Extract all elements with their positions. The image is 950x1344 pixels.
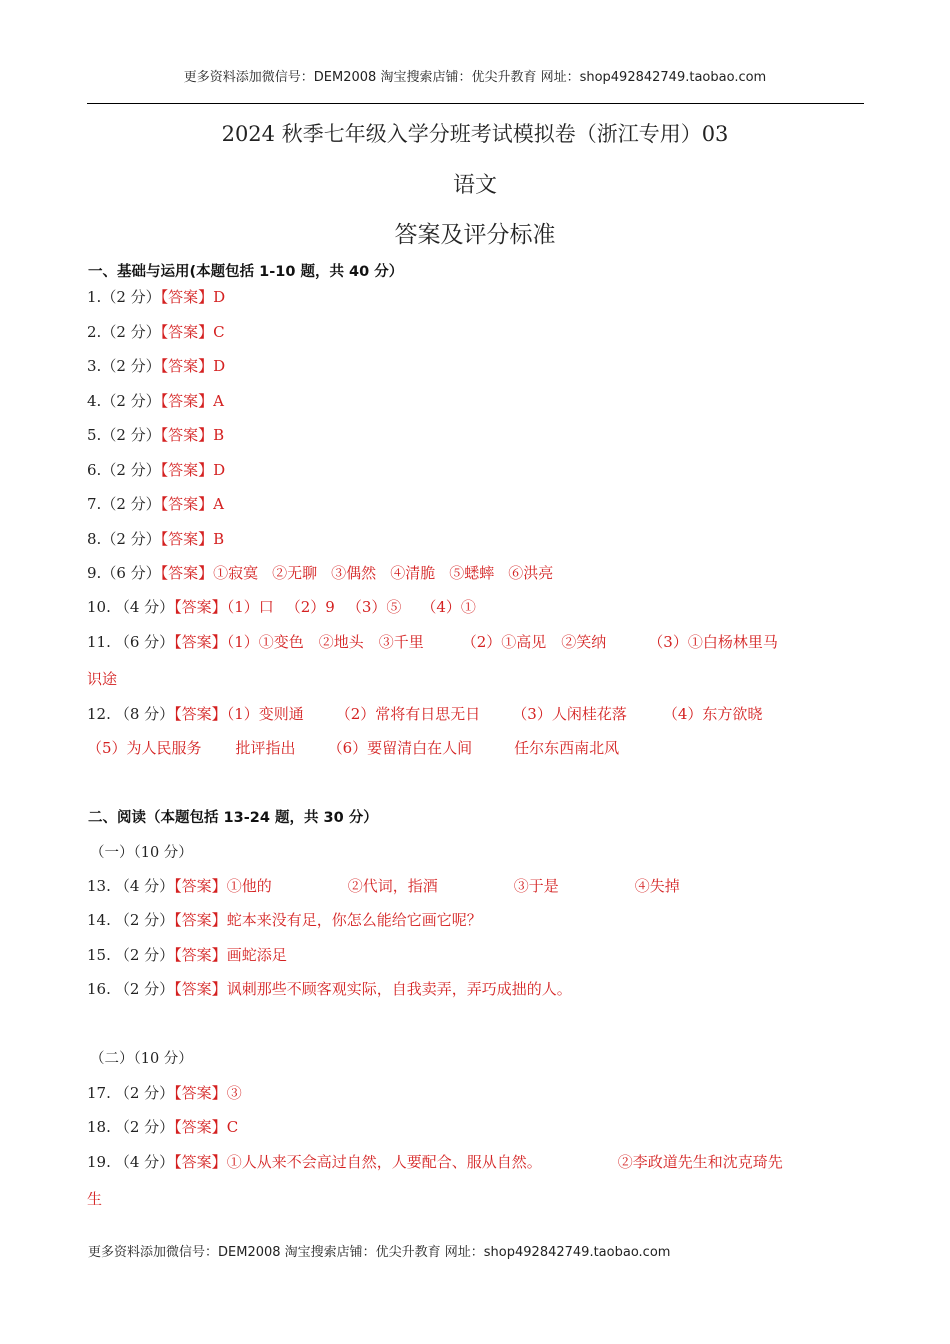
answer-part: （1）口 <box>226 598 274 616</box>
answer-part: 批评指出 <box>235 739 296 757</box>
question-score: （2 分） <box>101 495 161 513</box>
answer-value: B <box>213 530 225 548</box>
answer-part: （3）①白杨林里马 <box>648 633 778 651</box>
answer-label: 【答案】 <box>174 633 227 651</box>
answer-part: ①人从来不会高过自然，人要配合、服从自然。 <box>226 1153 542 1171</box>
question-score: （8 分） <box>114 705 175 723</box>
question-score: （2 分） <box>114 1118 175 1136</box>
page-footer: 更多资料添加微信号：DEM2008 淘宝搜索店铺：优尖升教育 网址：shop492842749.taobao.com <box>88 1245 671 1260</box>
question-number: 17. <box>87 1084 111 1102</box>
answer-value: D <box>213 461 226 479</box>
question-score: （2 分） <box>101 323 161 341</box>
question-score: （6 分） <box>101 564 161 582</box>
question-score: （2 分） <box>101 426 161 444</box>
question-score: （2 分） <box>101 530 161 548</box>
answer-label: 【答案】 <box>174 911 227 929</box>
answer-label: 【答案】 <box>174 598 227 616</box>
answer-label: 【答案】 <box>160 392 214 410</box>
answer-part: （3）人闲桂花落 <box>512 705 627 723</box>
answer-value: B <box>213 426 225 444</box>
question-number: 10. <box>87 598 111 616</box>
question-score: （2 分） <box>101 392 161 410</box>
answer-part: ④失掉 <box>634 877 680 895</box>
answer-value: C <box>226 1118 239 1136</box>
answer-row-18 <box>87 1116 867 1137</box>
answer-part: （4）东方欲晓 <box>662 705 763 723</box>
answer-part: ②李政道先生和沈克琦先 <box>617 1153 783 1171</box>
question-score: （2 分） <box>101 357 161 375</box>
question-score: （2 分） <box>101 288 161 306</box>
question-number: 9. <box>87 564 102 582</box>
page-header: 更多资料添加微信号：DEM2008 淘宝搜索店铺：优尖升教育 网址：shop492842749.taobao.com <box>183 70 767 85</box>
question-score: （4 分） <box>114 598 175 616</box>
question-number: 18. <box>87 1118 111 1136</box>
answer-label: 【答案】 <box>160 323 214 341</box>
answer-value: D <box>213 357 226 375</box>
question-number: 7. <box>87 495 102 513</box>
answer-value: D <box>213 288 226 306</box>
answer-label: 【答案】 <box>174 980 227 998</box>
question-number: 2. <box>87 323 102 341</box>
question-number: 19. <box>87 1153 111 1171</box>
answer-row-2 <box>87 321 867 342</box>
question-score: （2 分） <box>114 946 175 964</box>
page-title: 2024 秋季七年级入学分班考试模拟卷（浙江专用）03 <box>221 122 729 146</box>
reading-part1-label: （一）（10 分） <box>90 845 193 861</box>
answer-row-9 <box>87 562 867 583</box>
document-title: 答案及评分标准 <box>394 222 556 248</box>
answer-value: A <box>213 392 224 410</box>
answer-label: 【答案】 <box>160 564 214 582</box>
answer-value: 蛇本来没有足，你怎么能给它画它呢？ <box>226 911 482 929</box>
answer-row-11-cont <box>87 668 867 689</box>
question-number: 3. <box>87 357 102 375</box>
answer-continuation: 生 <box>87 1190 103 1208</box>
reading-part2-label: （二）（10 分） <box>90 1051 193 1067</box>
answer-row-11 <box>87 631 867 652</box>
question-number: 13. <box>87 877 111 895</box>
question-number: 4. <box>87 392 102 410</box>
answer-row-8 <box>87 528 867 549</box>
question-number: 14. <box>87 911 111 929</box>
answer-row-19 <box>87 1151 867 1172</box>
answer-part: （1）变则通 <box>226 705 304 723</box>
question-number: 12. <box>87 705 111 723</box>
answer-row-15 <box>87 944 867 965</box>
answer-part: （2）9 <box>285 598 335 616</box>
question-number: 6. <box>87 461 102 479</box>
answer-row-6 <box>87 459 867 480</box>
question-score: （2 分） <box>114 1084 175 1102</box>
subject-title: 语文 <box>452 173 497 198</box>
answer-part: ③偶然 <box>331 564 377 582</box>
answer-row-19-cont <box>87 1188 867 1209</box>
section1-heading: 一、基础与运用(本题包括 1-10 题，共 40 分） <box>88 264 404 280</box>
answer-row-12-cont <box>87 737 867 758</box>
answer-part: （6）要留清白在人间 <box>327 739 473 757</box>
answer-row-16 <box>87 978 867 999</box>
answer-label: 【答案】 <box>160 357 214 375</box>
answer-part: （4）① <box>421 598 476 616</box>
question-score: （2 分） <box>114 911 175 929</box>
question-score: （2 分） <box>114 980 175 998</box>
answer-part: ⑤蟋蟀 <box>449 564 495 582</box>
header-rule <box>87 103 864 104</box>
answer-part: ①寂寞 <box>213 564 259 582</box>
answer-part: ①他的 <box>226 877 272 895</box>
answer-value: ③ <box>226 1084 242 1102</box>
answer-row-10 <box>87 596 867 617</box>
question-number: 5. <box>87 426 102 444</box>
answer-row-5 <box>87 424 867 445</box>
answer-value: A <box>213 495 224 513</box>
answer-value: 画蛇添足 <box>226 946 287 964</box>
answer-label: 【答案】 <box>160 461 214 479</box>
question-number: 15. <box>87 946 111 964</box>
answer-part: ②无聊 <box>272 564 318 582</box>
answer-label: 【答案】 <box>174 946 227 964</box>
answer-row-17 <box>87 1082 867 1103</box>
answer-label: 【答案】 <box>174 877 227 895</box>
answer-row-7 <box>87 493 867 514</box>
answer-label: 【答案】 <box>160 495 214 513</box>
answer-value: 讽刺那些不顾客观实际，自我卖弄，弄巧成拙的人。 <box>226 980 572 998</box>
answer-row-4 <box>87 390 867 411</box>
question-score: （2 分） <box>101 461 161 479</box>
answer-part: （5）为人民服务 <box>87 739 202 757</box>
answer-part: （2）常将有日思无日 <box>335 705 481 723</box>
section2-heading: 二、阅读（本题包括 13-24 题，共 30 分） <box>88 810 378 826</box>
answer-label: 【答案】 <box>174 1118 227 1136</box>
answer-part: ④清脆 <box>390 564 436 582</box>
question-number: 11. <box>87 633 111 651</box>
answer-part: （3）⑤ <box>346 598 402 616</box>
answer-row-1 <box>87 286 867 307</box>
answer-continuation: 识途 <box>87 670 118 688</box>
question-number: 8. <box>87 530 102 548</box>
answer-label: 【答案】 <box>174 1153 227 1171</box>
answer-label: 【答案】 <box>174 705 227 723</box>
question-number: 1. <box>87 288 102 306</box>
answer-row-14 <box>87 909 867 930</box>
answer-part: 任尔东西南北风 <box>514 739 620 757</box>
question-number: 16. <box>87 980 111 998</box>
answer-part: ⑥洪亮 <box>508 564 554 582</box>
question-score: （4 分） <box>114 1153 175 1171</box>
answer-part: （1）①变色 ②地头 ③千里 <box>226 633 424 651</box>
answer-row-12 <box>87 703 867 724</box>
question-score: （6 分） <box>114 633 175 651</box>
answer-label: 【答案】 <box>174 1084 227 1102</box>
answer-value: C <box>213 323 225 341</box>
answer-part: ②代词，指酒 <box>347 877 438 895</box>
answer-label: 【答案】 <box>160 288 214 306</box>
answer-label: 【答案】 <box>160 426 214 444</box>
answer-part: ③于是 <box>513 877 559 895</box>
answer-label: 【答案】 <box>160 530 214 548</box>
answer-row-13 <box>87 875 867 896</box>
question-score: （4 分） <box>114 877 175 895</box>
answer-part: （2）①高见 ②笑纳 <box>461 633 607 651</box>
answer-row-3 <box>87 355 867 376</box>
